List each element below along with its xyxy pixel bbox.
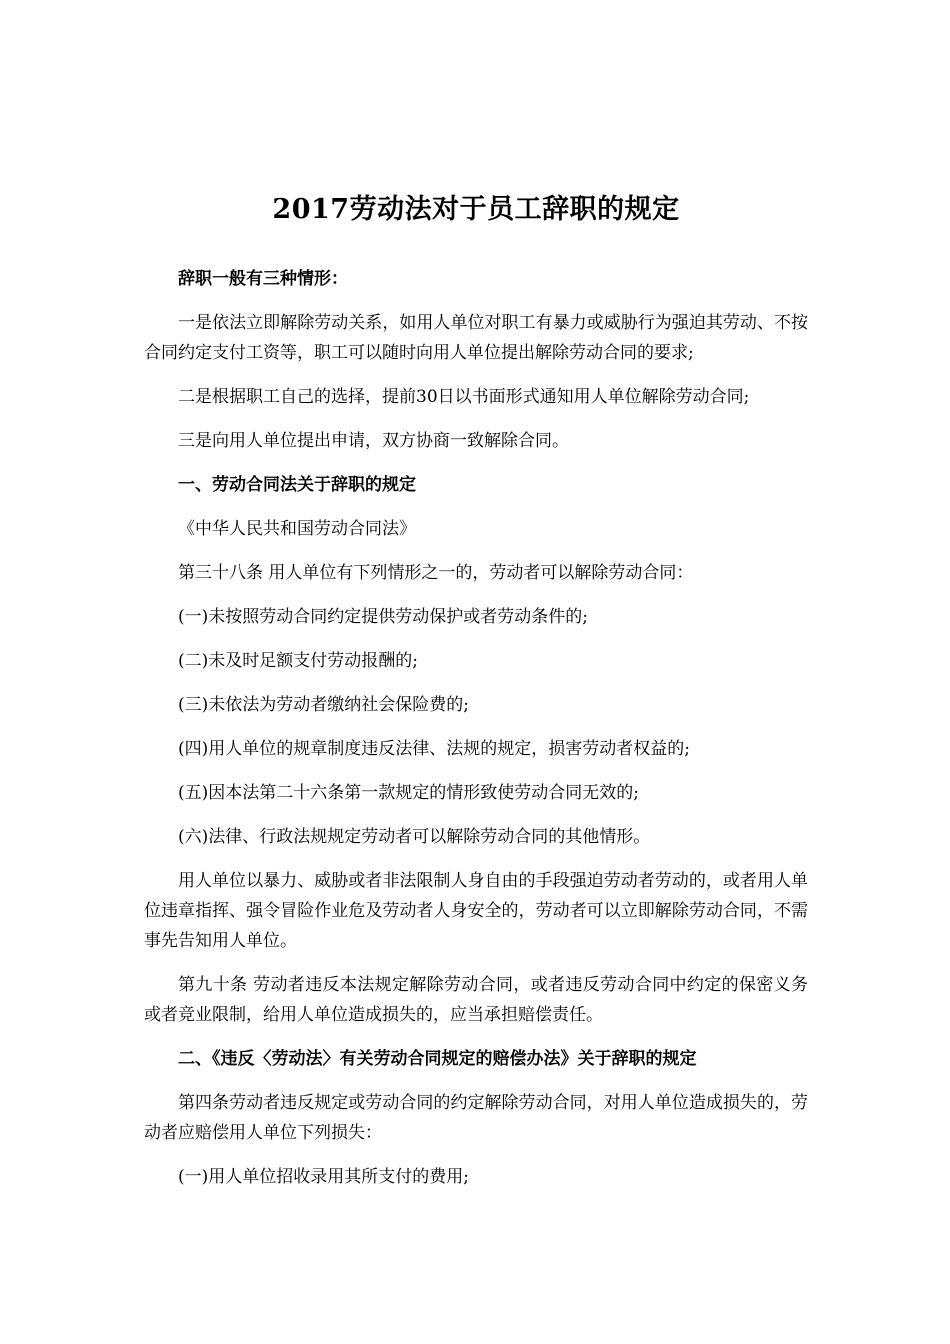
law-name: 《中华人民共和国劳动合同法》 — [178, 519, 416, 539]
intro-heading: 辞职一般有三种情形： — [178, 269, 348, 289]
article-38-item-5: (五)因本法第二十六条第一款规定的情形致使劳动合同无效的; — [178, 783, 639, 803]
section-2-heading: 二、《违反〈劳动法〉有关劳动合同规定的赔偿办法》关于辞职的规定 — [178, 1049, 697, 1069]
case-2: 二是根据职工自己的选择，提前30日以书面形式通知用人单位解除劳动合同; — [178, 387, 750, 407]
case-1: 一是依法立即解除劳动关系，如用人单位对职工有暴力或威胁行为强迫其劳动、不按合同约定支付工资等，职工可以随时向用人单位提出解除劳动合同的要求; — [144, 313, 808, 363]
article-38-item-1: (一)未按照劳动合同约定提供劳动保护或者劳动条件的; — [178, 607, 588, 627]
article-4-item-1: (一)用人单位招收录用其所支付的费用; — [178, 1167, 469, 1187]
case-3: 三是向用人单位提出申请，双方协商一致解除合同。 — [178, 431, 569, 451]
section-1-prefix: 一、劳动合同法 — [178, 475, 297, 495]
article-38: 第三十八条 用人单位有下列情形之一的，劳动者可以解除劳动合同： — [178, 563, 694, 583]
section-1-heading — [144, 470, 808, 500]
document-body — [144, 190, 808, 1206]
article-38-item-6: (六)法律、行政法规规定劳动者可以解除劳动合同的其他情形。 — [178, 827, 651, 847]
article-38-extra: 用人单位以暴力、威胁或者非法限制人身自由的手段强迫劳动者劳动的，或者用人单位违章指挥、强令冒险作业危及劳动者人身安全的，劳动者可以立即解除劳动合同，不需事先告知用人单位。 — [144, 871, 808, 951]
article-38-item-4: (四)用人单位的规章制度违反法律、法规的规定，损害劳动者权益的; — [178, 739, 690, 759]
article-90: 第九十条 劳动者违反本法规定解除劳动合同，或者违反劳动合同中约定的保密义务或者竞业限制，给用人单位造成损失的，应当承担赔偿责任。 — [144, 975, 808, 1025]
section-1-suffix: 关于辞职的规定 — [297, 475, 416, 495]
article-4: 第四条劳动者违反规定或劳动合同的约定解除劳动合同，对用人单位造成损失的，劳动者应赔偿用人单位下列损失： — [144, 1093, 808, 1143]
article-38-item-3: (三)未依法为劳动者缴纳社会保险费的; — [178, 695, 469, 715]
document-title: 2017劳动法对于员工辞职的规定 — [272, 194, 680, 225]
article-38-item-2: (二)未及时足额支付劳动报酬的; — [178, 651, 418, 671]
